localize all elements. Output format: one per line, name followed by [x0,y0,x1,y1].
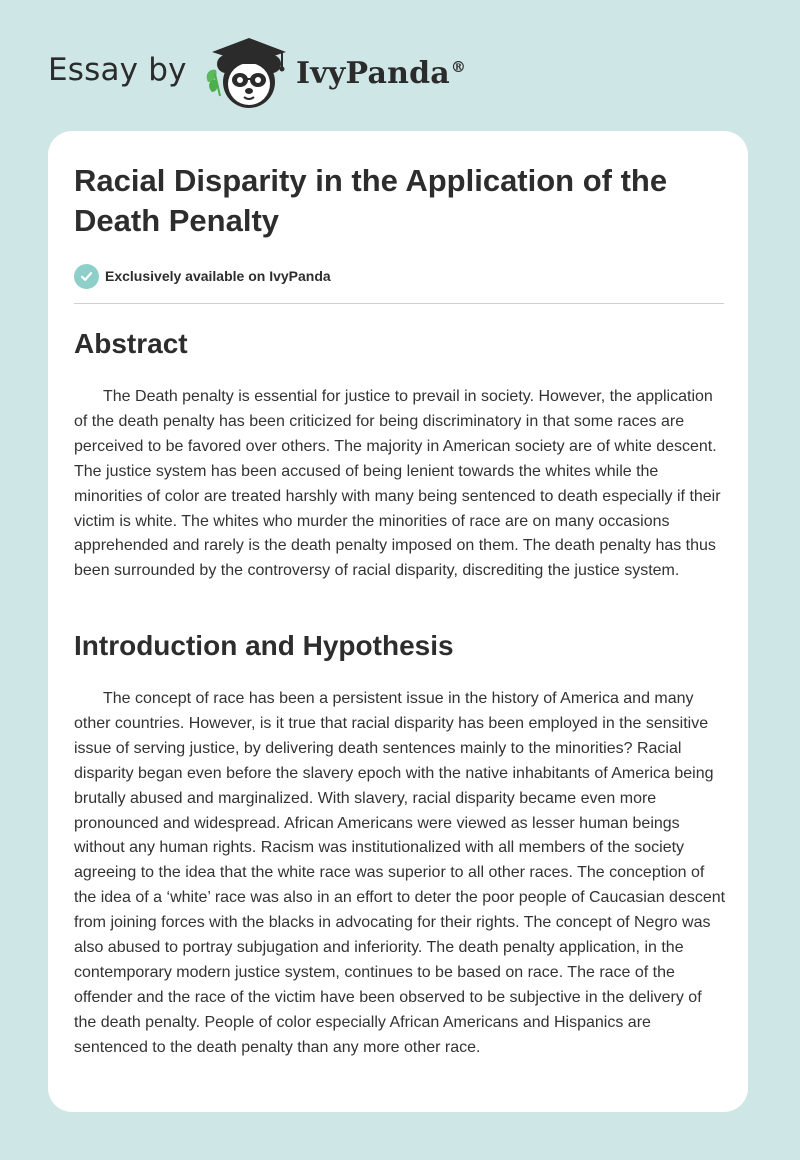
essay-title: Racial Disparity in the Application of the Death Penalty [74,163,668,238]
brand-header[interactable] [48,34,508,114]
divider [74,303,724,304]
section-body-abstract: The Death penalty is essential for justice to prevail in society. However, the application of the death penalty has been criticized for being discriminatory in that some races are perceived to be favored over others. The majority in American society are of white descent. The justice system has been accused of being lenient towards the whites while the minorities of color are treated harshly with many being sentenced to death especially if their victim is white. The whites who murder the minorities of race are on many occasions apprehended and rarely is the death penalty imposed on them. The death penalty has thus been surrounded by the controversy of racial disparity, discrediting the justice system. [74,388,721,580]
brand-name-text: IvyPanda [296,56,450,91]
registered-mark: ® [450,58,467,76]
section-heading-abstract: Abstract [74,328,188,359]
brand-name [296,56,466,91]
exclusive-badge [74,263,331,289]
exclusive-text: Exclusively available on IvyPanda [105,268,331,284]
essay-card [48,131,748,1112]
section-heading-introduction: Introduction and Hypothesis [74,630,454,661]
check-circle-icon [74,264,99,289]
section-body-introduction: The concept of race has been a persistent issue in the history of America and many other countries. However, is it true that racial disparity has been employed in the sensitive issue of serving justice, by delivering death sentences mainly to the minorities? Racial disparity began even before the slavery epoch with the native inhabitants of America being brutally abused and marginalized. With slavery, racial disparity became even more pronounced and widespread. African Americans were viewed as lesser human beings without any human rights. Racism was institutionalized with all members of the society agreeing to the idea that the white race was superior to all other races. The conception of the idea of a ‘white’ race was also in an effort to deter the poor people of Caucasian descent from joining forces with the blacks in advocating for their rights. The concept of Negro was also abused to portray subjugation and inferiority. The death penalty application, in the contemporary modern justice system, continues to be based on race. The race of the offender and the race of the victim have been observed to be subjective in the delivery of the death penalty. People of color especially African Americans and Hispanics are sentenced to the death penalty than any more other race. [74,690,726,1056]
panda-graduate-icon [202,34,292,110]
brand-prefix: Essay by [48,52,187,88]
